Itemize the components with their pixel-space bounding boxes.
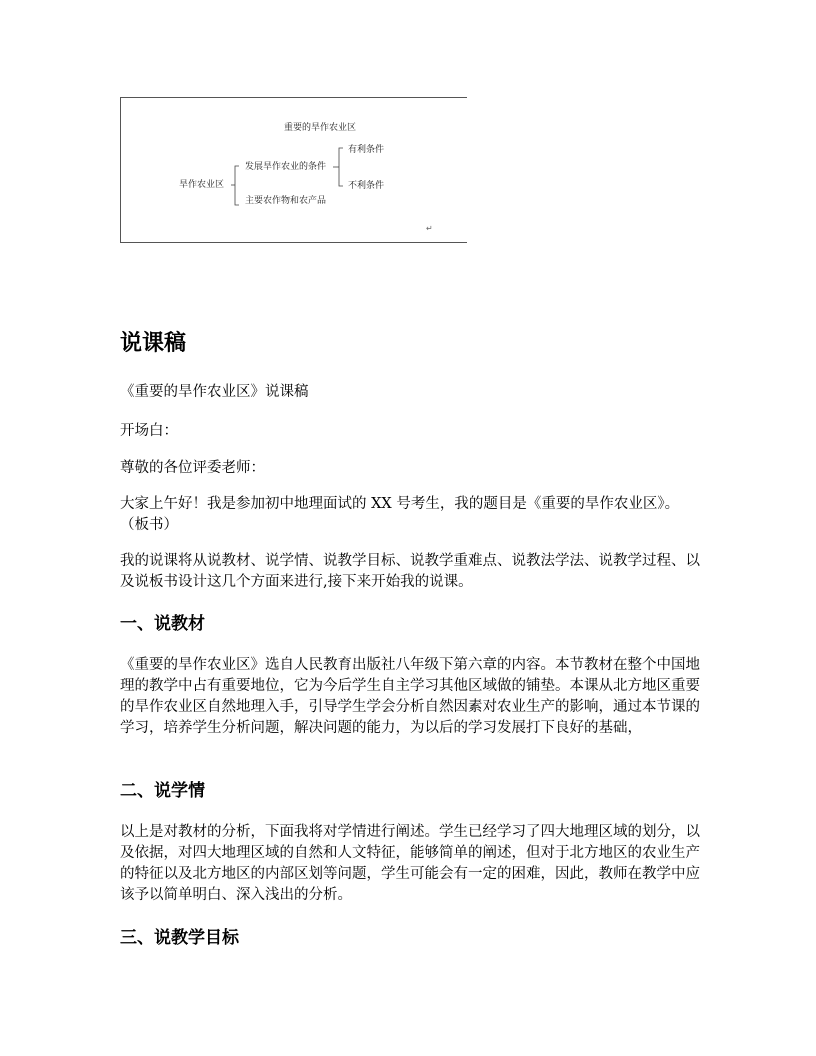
board-branch-conditions: 发展旱作农业的条件 bbox=[245, 162, 327, 172]
section-body-learners: 以上是对教材的分析，下面我将对学情进行阐述。学生已经学习了四大地理区域的划分，以及依据，对四大地理区域的自然和人文特征，能够简单的阐述，但对于北方地区的农业生产的特征以及北方地区的内部区划等问题，学生可能会有一定的困难，因此，教师在教学中应该予以简单明白、深入浅出的分析。 bbox=[120, 824, 700, 903]
board-return-mark: ↵ bbox=[426, 224, 433, 233]
board-branch-products: 主要农作物和农产品 bbox=[245, 196, 327, 206]
section-body-textbook: 《重要的旱作农业区》选自人民教育出版社八年级下第六章的内容。本节教材在整个中国地理的教学中占有重要地位，它为今后学生自主学习其他区域做的铺垫。本课从北方地区重要的旱作农业区自然地理入手，引导学生学会分析自然因素对农业生产的影响，通过本节课的学习，培养学生分析问题，解决问题的能力，为以后的学习发展打下良好的基础， bbox=[120, 657, 700, 736]
board-diagram bbox=[120, 97, 467, 243]
board-favorable: 有利条件 bbox=[348, 145, 385, 155]
section-heading-objectives: 三、说教学目标 bbox=[120, 928, 239, 948]
paragraph-greeting: 尊敬的各位评委老师： bbox=[120, 460, 265, 476]
board-title: 重要的旱作农业区 bbox=[284, 123, 357, 133]
board-unfavorable: 不利条件 bbox=[348, 181, 385, 191]
document-title: 说课稿 bbox=[120, 331, 187, 356]
section-heading-textbook: 一、说教材 bbox=[120, 614, 205, 634]
section-heading-learners: 二、说学情 bbox=[120, 781, 205, 801]
paragraph-introduction: 大家上午好！我是参加初中地理面试的 XX 号考生，我的题目是《重要的旱作农业区》。（板书） bbox=[120, 496, 680, 533]
paragraph-opening: 开场白： bbox=[120, 423, 178, 439]
paragraph-subtitle: 《重要的旱作农业区》说课稿 bbox=[120, 384, 309, 400]
paragraph-outline: 我的说课将从说教材、说学情、说教学目标、说教学重难点、说教法学法、说教学过程、以及说板书设计这几个方面来进行,接下来开始我的说课。 bbox=[120, 553, 700, 590]
board-root: 旱作农业区 bbox=[179, 180, 225, 190]
